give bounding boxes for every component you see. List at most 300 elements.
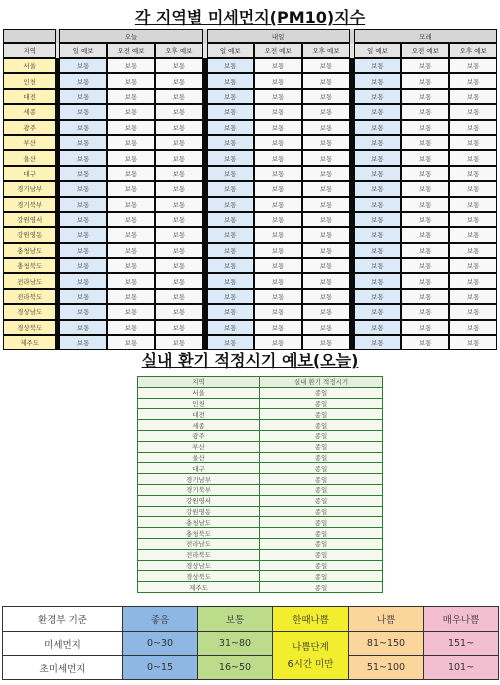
- forecast-cell: 보통: [107, 104, 155, 119]
- table-row: [138, 420, 383, 431]
- forecast-cell: 보통: [401, 120, 449, 135]
- table-row: [3, 289, 497, 304]
- grade-good: 좋음: [123, 607, 198, 632]
- forecast-cell: 보통: [59, 273, 106, 288]
- forecast-cell: 보통: [401, 89, 449, 104]
- vent-region-cell: 인천: [138, 398, 260, 409]
- table-row: [138, 474, 383, 485]
- ventilation-title: 실내 환기 적정시기 예보(오늘): [141, 351, 359, 370]
- forecast-cell: 보통: [107, 120, 155, 135]
- table-row: [138, 517, 383, 528]
- forecast-cell: 보통: [302, 243, 349, 258]
- region-cell: 대구: [3, 166, 56, 181]
- forecast-cell: 보통: [107, 320, 155, 335]
- table-row: [3, 258, 497, 273]
- forecast-cell: 보통: [449, 120, 497, 135]
- forecast-cell: 보통: [401, 227, 449, 242]
- vent-time-cell: 종일: [260, 452, 383, 463]
- forecast-cell: 보통: [59, 243, 106, 258]
- forecast-cell: 보통: [302, 197, 349, 212]
- forecast-cell: 보통: [155, 150, 202, 165]
- vent-region-cell: 전라북도: [138, 549, 260, 560]
- forecast-cell: 보통: [302, 258, 349, 273]
- forecast-cell: 보통: [207, 58, 254, 73]
- forecast-cell: 보통: [401, 273, 449, 288]
- region-cell: 전라남도: [3, 273, 56, 288]
- forecast-cell: 보통: [207, 89, 254, 104]
- forecast-cell: 보통: [107, 212, 155, 227]
- forecast-cell: 보통: [449, 320, 497, 335]
- forecast-cell: 보통: [107, 166, 155, 181]
- vent-time-cell: 종일: [260, 463, 383, 474]
- forecast-cell: 보통: [107, 335, 155, 350]
- forecast-cell: 보통: [107, 58, 155, 73]
- forecast-cell: 보통: [59, 73, 106, 88]
- forecast-cell: 보통: [59, 58, 106, 73]
- legend-row-label: 미세먼지: [3, 632, 123, 656]
- forecast-cell: 보통: [354, 227, 401, 242]
- forecast-cell: 보통: [302, 89, 349, 104]
- forecast-cell: 보통: [449, 104, 497, 119]
- range-good: 0~30: [123, 632, 198, 656]
- vent-region-cell: 충청북도: [138, 528, 260, 539]
- table-row: [3, 320, 497, 335]
- table-row: [3, 104, 497, 119]
- table-row: [3, 89, 497, 104]
- forecast-cell: 보통: [354, 273, 401, 288]
- table-row: [138, 484, 383, 495]
- table-row: [138, 409, 383, 420]
- forecast-cell: 보통: [401, 104, 449, 119]
- forecast-cell: 보통: [401, 197, 449, 212]
- vent-region-cell: 전라남도: [138, 538, 260, 549]
- forecast-cell: 보통: [254, 89, 302, 104]
- forecast-cell: 보통: [59, 181, 106, 196]
- forecast-cell: 보통: [449, 89, 497, 104]
- forecast-cell: 보통: [155, 320, 202, 335]
- region-cell: 충청남도: [3, 243, 56, 258]
- range-very-bad: 101~: [424, 656, 499, 680]
- table-row: [138, 506, 383, 517]
- forecast-cell: 보통: [302, 273, 349, 288]
- vent-time-cell: 종일: [260, 420, 383, 431]
- table-row: [138, 528, 383, 539]
- forecast-cell: 보통: [449, 212, 497, 227]
- vent-region-header: 지역: [138, 377, 260, 388]
- table-row: [138, 538, 383, 549]
- forecast-cell: 보통: [354, 197, 401, 212]
- forecast-cell: 보통: [155, 212, 202, 227]
- forecast-cell: 보통: [254, 227, 302, 242]
- forecast-cell: 보통: [354, 258, 401, 273]
- day-header: 내일: [207, 29, 350, 43]
- forecast-cell: 보통: [59, 150, 106, 165]
- forecast-cell: 보통: [449, 135, 497, 150]
- forecast-cell: 보통: [254, 73, 302, 88]
- grade-normal: 보통: [198, 607, 273, 632]
- forecast-cell: 보통: [254, 181, 302, 196]
- table-row: [3, 73, 497, 88]
- vent-time-cell: 종일: [260, 398, 383, 409]
- table-row: [138, 495, 383, 506]
- forecast-cell: 보통: [59, 335, 106, 350]
- vent-time-cell: 종일: [260, 474, 383, 485]
- forecast-cell: 보통: [449, 166, 497, 181]
- forecast-cell: 보통: [59, 212, 106, 227]
- region-cell: 강원영서: [3, 212, 56, 227]
- forecast-cell: 보통: [254, 58, 302, 73]
- vent-time-cell: 종일: [260, 517, 383, 528]
- forecast-cell: 보통: [155, 304, 202, 319]
- forecast-cell: 보통: [401, 212, 449, 227]
- vent-region-cell: 서울: [138, 387, 260, 398]
- period-header: 오전 예보: [254, 43, 302, 58]
- forecast-cell: 보통: [207, 150, 254, 165]
- forecast-cell: 보통: [354, 73, 401, 88]
- forecast-cell: 보통: [155, 135, 202, 150]
- forecast-cell: 보통: [107, 135, 155, 150]
- table-row: [3, 212, 497, 227]
- region-cell: 세종: [3, 104, 56, 119]
- legend-row-label: 초미세먼지: [3, 656, 123, 680]
- forecast-cell: 보통: [302, 73, 349, 88]
- forecast-cell: 보통: [207, 335, 254, 350]
- region-cell: 부산: [3, 135, 56, 150]
- forecast-cell: 보통: [207, 181, 254, 196]
- table-row: [3, 166, 497, 181]
- forecast-cell: 보통: [354, 181, 401, 196]
- forecast-cell: 보통: [155, 227, 202, 242]
- region-cell: 인천: [3, 73, 56, 88]
- forecast-cell: 보통: [401, 304, 449, 319]
- forecast-cell: 보통: [155, 335, 202, 350]
- table-row: [3, 135, 497, 150]
- forecast-cell: 보통: [207, 289, 254, 304]
- forecast-cell: 보통: [207, 104, 254, 119]
- table-row: [3, 181, 497, 196]
- period-header: 오후 예보: [155, 43, 202, 58]
- vent-time-cell: 종일: [260, 495, 383, 506]
- forecast-cell: 보통: [354, 104, 401, 119]
- vent-time-cell: 종일: [260, 538, 383, 549]
- vent-region-cell: 경기북부: [138, 484, 260, 495]
- forecast-cell: 보통: [207, 166, 254, 181]
- forecast-cell: 보통: [449, 58, 497, 73]
- table-row: [138, 398, 383, 409]
- forecast-cell: 보통: [401, 166, 449, 181]
- forecast-cell: 보통: [449, 273, 497, 288]
- table-row: [3, 304, 497, 319]
- forecast-cell: 보통: [449, 243, 497, 258]
- pm10-forecast-table: [3, 29, 497, 350]
- forecast-cell: 보통: [107, 304, 155, 319]
- vent-region-cell: 대구: [138, 463, 260, 474]
- period-header: 일 예보: [354, 43, 401, 58]
- region-cell: 강원영동: [3, 227, 56, 242]
- forecast-cell: 보통: [401, 150, 449, 165]
- vent-time-cell: 종일: [260, 441, 383, 452]
- forecast-cell: 보통: [155, 120, 202, 135]
- forecast-cell: 보통: [449, 258, 497, 273]
- day-header: 오늘: [59, 29, 202, 43]
- forecast-cell: 보통: [254, 150, 302, 165]
- forecast-cell: 보통: [354, 166, 401, 181]
- forecast-cell: 보통: [302, 150, 349, 165]
- forecast-cell: 보통: [207, 273, 254, 288]
- forecast-cell: 보통: [354, 150, 401, 165]
- vent-region-cell: 대전: [138, 409, 260, 420]
- forecast-cell: 보통: [254, 258, 302, 273]
- forecast-cell: 보통: [302, 335, 349, 350]
- forecast-cell: 보통: [207, 243, 254, 258]
- region-cell: 경상북도: [3, 320, 56, 335]
- table-row: [3, 120, 497, 135]
- vent-time-cell: 종일: [260, 560, 383, 571]
- forecast-cell: 보통: [155, 181, 202, 196]
- forecast-cell: 보통: [401, 135, 449, 150]
- region-cell: 대전: [3, 89, 56, 104]
- forecast-cell: 보통: [449, 335, 497, 350]
- region-cell: 경기남부: [3, 181, 56, 196]
- forecast-cell: 보통: [155, 73, 202, 88]
- forecast-cell: 보통: [449, 73, 497, 88]
- forecast-cell: 보통: [155, 166, 202, 181]
- forecast-cell: 보통: [354, 304, 401, 319]
- forecast-cell: 보통: [254, 197, 302, 212]
- forecast-cell: 보통: [107, 227, 155, 242]
- forecast-cell: 보통: [254, 273, 302, 288]
- table-row: [138, 430, 383, 441]
- forecast-cell: 보통: [354, 243, 401, 258]
- forecast-cell: 보통: [449, 289, 497, 304]
- forecast-cell: 보통: [354, 135, 401, 150]
- legend-header: 환경부 기준: [3, 607, 123, 632]
- forecast-cell: 보통: [107, 243, 155, 258]
- forecast-cell: 보통: [354, 120, 401, 135]
- forecast-cell: 보통: [302, 212, 349, 227]
- forecast-cell: 보통: [207, 120, 254, 135]
- table-row: [138, 560, 383, 571]
- table-row: [3, 197, 497, 212]
- forecast-cell: 보통: [155, 258, 202, 273]
- forecast-cell: 보통: [449, 227, 497, 242]
- region-cell: 서울: [3, 58, 56, 73]
- forecast-cell: 보통: [107, 73, 155, 88]
- vent-region-cell: 광주: [138, 430, 260, 441]
- forecast-cell: 보통: [59, 135, 106, 150]
- range-very-bad: 151~: [424, 632, 499, 656]
- forecast-cell: 보통: [401, 58, 449, 73]
- forecast-cell: 보통: [302, 227, 349, 242]
- forecast-cell: 보통: [354, 58, 401, 73]
- forecast-cell: 보통: [401, 181, 449, 196]
- vent-region-cell: 충청남도: [138, 517, 260, 528]
- table-row: [138, 387, 383, 398]
- forecast-cell: 보통: [155, 197, 202, 212]
- forecast-cell: 보통: [155, 89, 202, 104]
- period-header: 일 예보: [207, 43, 254, 58]
- corner-cell: [3, 29, 56, 43]
- grade-very-bad: 매우나쁨: [424, 607, 499, 632]
- forecast-cell: 보통: [59, 166, 106, 181]
- vent-region-cell: 울산: [138, 452, 260, 463]
- table-row: [3, 273, 497, 288]
- period-header: 오전 예보: [107, 43, 155, 58]
- forecast-cell: 보통: [107, 197, 155, 212]
- forecast-cell: 보통: [354, 335, 401, 350]
- forecast-cell: 보통: [401, 335, 449, 350]
- forecast-cell: 보통: [155, 289, 202, 304]
- forecast-cell: 보통: [155, 273, 202, 288]
- forecast-cell: 보통: [354, 89, 401, 104]
- forecast-cell: 보통: [449, 181, 497, 196]
- forecast-cell: 보통: [155, 243, 202, 258]
- forecast-cell: 보통: [254, 104, 302, 119]
- forecast-cell: 보통: [302, 320, 349, 335]
- vent-region-cell: 강원영동: [138, 506, 260, 517]
- forecast-cell: 보통: [302, 104, 349, 119]
- vent-time-cell: 종일: [260, 506, 383, 517]
- forecast-cell: 보통: [302, 166, 349, 181]
- forecast-cell: 보통: [401, 258, 449, 273]
- region-column-header: 지역: [3, 43, 56, 58]
- forecast-cell: 보통: [401, 320, 449, 335]
- forecast-cell: 보통: [302, 135, 349, 150]
- table-row: [138, 549, 383, 560]
- forecast-cell: 보통: [254, 243, 302, 258]
- day-header: 모레: [354, 29, 497, 43]
- forecast-cell: 보통: [207, 197, 254, 212]
- vent-region-cell: 경상북도: [138, 571, 260, 582]
- forecast-cell: 보통: [207, 135, 254, 150]
- forecast-cell: 보통: [155, 58, 202, 73]
- forecast-cell: 보통: [254, 212, 302, 227]
- forecast-cell: 보통: [59, 258, 106, 273]
- forecast-cell: 보통: [302, 304, 349, 319]
- vent-region-cell: 경상남도: [138, 560, 260, 571]
- forecast-cell: 보통: [254, 304, 302, 319]
- forecast-cell: 보통: [207, 320, 254, 335]
- period-header: 일 예보: [59, 43, 106, 58]
- forecast-cell: 보통: [107, 289, 155, 304]
- table-row: [3, 58, 497, 73]
- forecast-cell: 보통: [207, 73, 254, 88]
- table-row: [3, 227, 497, 242]
- forecast-cell: 보통: [107, 150, 155, 165]
- forecast-cell: 보통: [449, 197, 497, 212]
- vent-region-cell: 세종: [138, 420, 260, 431]
- forecast-cell: 보통: [107, 181, 155, 196]
- ventilation-table: [137, 376, 383, 593]
- vent-time-cell: 종일: [260, 582, 383, 593]
- forecast-cell: 보통: [401, 289, 449, 304]
- vent-region-cell: 경기남부: [138, 474, 260, 485]
- forecast-cell: 보통: [302, 120, 349, 135]
- table-row: [138, 452, 383, 463]
- table-row: [138, 441, 383, 452]
- vent-time-cell: 종일: [260, 484, 383, 495]
- vent-time-cell: 종일: [260, 409, 383, 420]
- forecast-cell: 보통: [155, 104, 202, 119]
- forecast-cell: 보통: [302, 289, 349, 304]
- forecast-cell: 보통: [254, 289, 302, 304]
- table-row: [3, 243, 497, 258]
- grade-bad: 나쁨: [349, 607, 424, 632]
- table-row: [138, 582, 383, 593]
- forecast-cell: 보통: [59, 289, 106, 304]
- forecast-cell: 보통: [354, 212, 401, 227]
- main-title: 각 지역별 미세먼지(PM10)지수: [134, 8, 366, 27]
- forecast-cell: 보통: [207, 258, 254, 273]
- period-header: 오후 예보: [449, 43, 497, 58]
- forecast-cell: 보통: [59, 320, 106, 335]
- table-row: [138, 463, 383, 474]
- forecast-cell: 보통: [449, 304, 497, 319]
- region-cell: 충청북도: [3, 258, 56, 273]
- period-header: 오전 예보: [401, 43, 449, 58]
- vent-time-cell: 종일: [260, 528, 383, 539]
- vent-time-cell: 종일: [260, 549, 383, 560]
- forecast-cell: 보통: [254, 320, 302, 335]
- forecast-cell: 보통: [254, 135, 302, 150]
- range-normal: 16~50: [198, 656, 273, 680]
- forecast-cell: 보통: [59, 197, 106, 212]
- forecast-cell: 보통: [354, 289, 401, 304]
- range-bad: 51~100: [349, 656, 424, 680]
- vent-region-cell: 강원영서: [138, 495, 260, 506]
- region-cell: 경기북부: [3, 197, 56, 212]
- forecast-cell: 보통: [401, 243, 449, 258]
- region-cell: 광주: [3, 120, 56, 135]
- forecast-cell: 보통: [59, 304, 106, 319]
- forecast-cell: 보통: [107, 258, 155, 273]
- forecast-cell: 보통: [254, 335, 302, 350]
- range-good: 0~15: [123, 656, 198, 680]
- forecast-cell: 보통: [59, 89, 106, 104]
- grade-temporary-bad: 한때나쁨: [273, 607, 349, 632]
- forecast-cell: 보통: [401, 73, 449, 88]
- forecast-cell: 보통: [302, 181, 349, 196]
- vent-time-cell: 종일: [260, 430, 383, 441]
- vent-time-cell: 종일: [260, 571, 383, 582]
- forecast-cell: 보통: [59, 227, 106, 242]
- vent-time-cell: 종일: [260, 387, 383, 398]
- forecast-cell: 보통: [107, 273, 155, 288]
- forecast-cell: 보통: [302, 58, 349, 73]
- region-cell: 제주도: [3, 335, 56, 350]
- region-cell: 전라북도: [3, 289, 56, 304]
- range-normal: 31~80: [198, 632, 273, 656]
- period-header: 오후 예보: [302, 43, 349, 58]
- table-row: [3, 150, 497, 165]
- forecast-cell: 보통: [207, 304, 254, 319]
- range-temporary-bad: 나쁨단계 6시간 미만: [273, 632, 349, 680]
- vent-region-cell: 부산: [138, 441, 260, 452]
- forecast-cell: 보통: [254, 166, 302, 181]
- forecast-cell: 보통: [254, 120, 302, 135]
- forecast-cell: 보통: [207, 212, 254, 227]
- forecast-cell: 보통: [59, 120, 106, 135]
- forecast-cell: 보통: [107, 89, 155, 104]
- vent-region-cell: 제주도: [138, 582, 260, 593]
- forecast-cell: 보통: [449, 150, 497, 165]
- vent-time-header: 실내 환기 적정시기: [260, 377, 383, 388]
- forecast-cell: 보통: [354, 320, 401, 335]
- forecast-cell: 보통: [59, 104, 106, 119]
- range-bad: 81~150: [349, 632, 424, 656]
- region-cell: 울산: [3, 150, 56, 165]
- standards-legend-table: [2, 606, 499, 680]
